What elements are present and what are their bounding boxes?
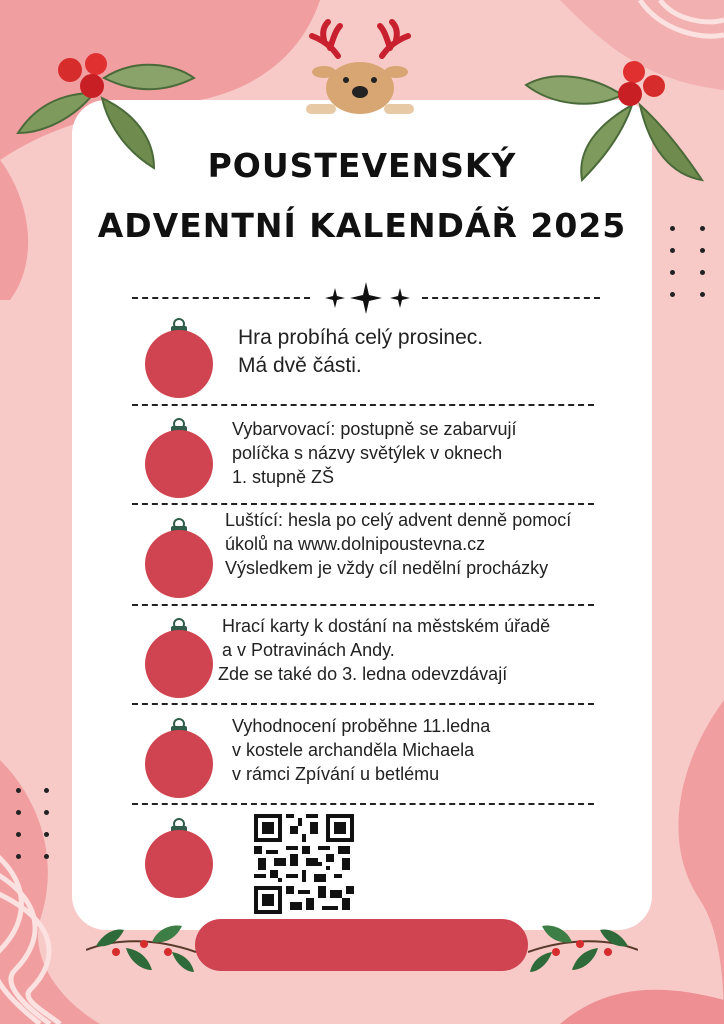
text-line: v rámci Zpívání u betlému (232, 763, 440, 784)
text-line: Výsledkem je vždy cíl nedělní procházky (225, 557, 549, 578)
evaluation-text (232, 715, 490, 786)
text-line: Vyhodnocení proběhne 11.ledna (232, 716, 491, 736)
text-line: Zde se také do 3. ledna odevzdávají (218, 663, 508, 684)
christmas-bauble-icon (142, 412, 216, 502)
divider (132, 803, 594, 805)
holly-garland-icon (528, 918, 638, 982)
christmas-bauble-icon (142, 612, 216, 702)
divider (132, 503, 594, 505)
text-line: Hrací karty k dostání na městském úřadě (222, 616, 551, 636)
christmas-bauble-icon (142, 312, 216, 402)
text-line: v kostele archanděla Michaela (232, 739, 475, 760)
text-line: Má dvě části. (238, 353, 362, 377)
divider (132, 703, 594, 705)
christmas-bauble-icon (142, 712, 216, 802)
poster-title-line1: POUSTEVENSKÝ (207, 146, 517, 185)
reindeer-icon (300, 14, 420, 114)
text-line: políčka s názvy světýlek v oknech (232, 442, 503, 463)
coloring-part-text (232, 418, 517, 489)
divider (422, 297, 600, 299)
christmas-bauble-icon (142, 512, 216, 602)
holly-garland-icon (86, 918, 196, 982)
text-line: Vybarvovací: postupně se zabarvují (232, 419, 517, 439)
intro-text (238, 324, 483, 379)
sparkle-icon (318, 280, 414, 316)
bottom-banner (195, 919, 528, 971)
text-line: Hra probíhá celý prosinec. (238, 326, 484, 349)
divider (132, 404, 594, 406)
qr-code[interactable] (254, 814, 354, 914)
christmas-bauble-icon (142, 812, 216, 902)
divider (132, 297, 310, 299)
text-line: a v Potravinách Andy. (222, 639, 395, 660)
text-line: 1. stupně ZŠ (232, 466, 335, 487)
game-cards-text (218, 615, 550, 686)
puzzle-part-text (225, 509, 571, 580)
poster-title-line2: ADVENTNÍ KALENDÁŘ 2025 (97, 206, 627, 245)
text-line: Luštící: hesla po celý advent denně pomocí (225, 510, 572, 530)
divider (132, 604, 594, 606)
text-line: úkolů na www.dolnipoustevna.cz (225, 533, 486, 554)
